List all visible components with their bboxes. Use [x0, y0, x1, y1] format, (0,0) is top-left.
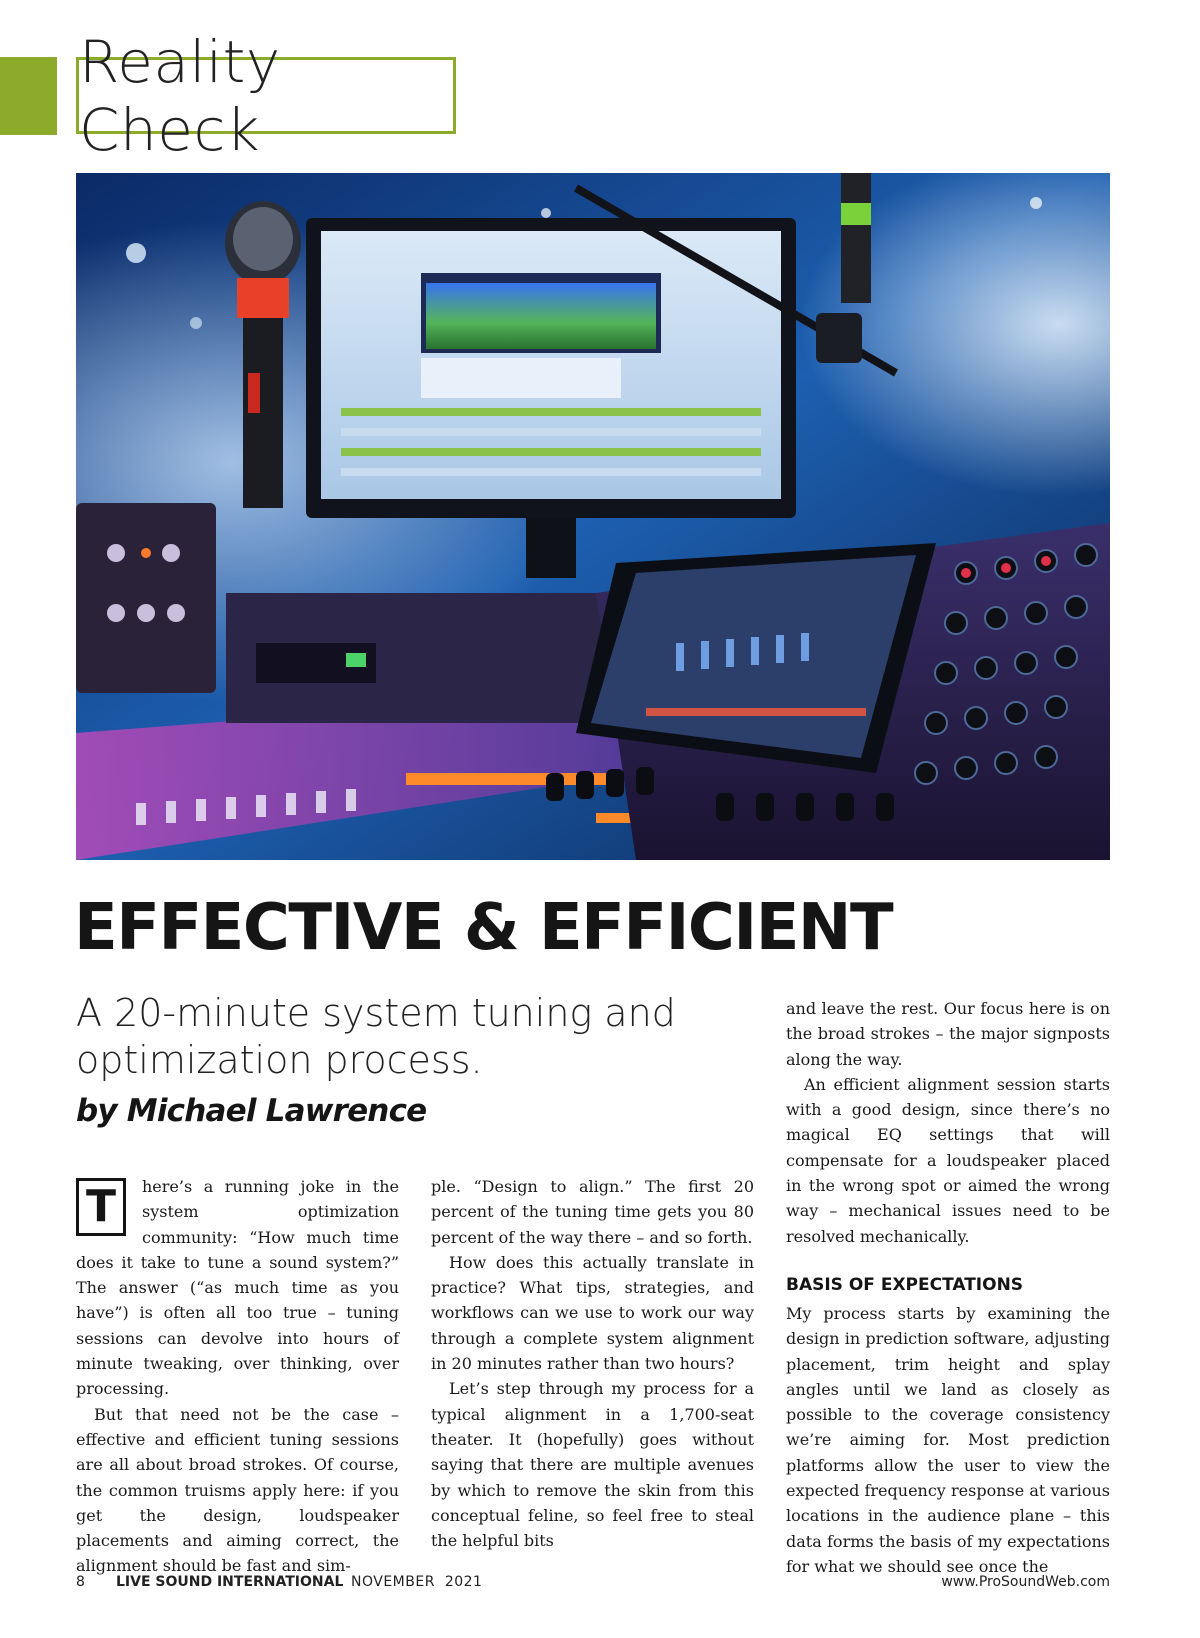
- section-label: Reality Check: [79, 27, 281, 164]
- section-accent-bar: [0, 57, 57, 135]
- issue-date: NOVEMBER 2021: [351, 1574, 483, 1590]
- article-column-3: [786, 996, 1110, 1579]
- article-paragraph: and leave the rest. Our focus here is on the broad strokes – the major signposts along the way.: [786, 999, 1110, 1069]
- article-byline: by Michael Lawrence: [76, 1093, 427, 1129]
- article-paragraph: An efficient alignment session starts with a good design, since there’s no magical EQ settings that will compensate for a loudspeaker placed in the wrong spot or aimed the wrong way – mechanical issues need to be resolved mechanically.: [786, 1074, 1110, 1246]
- article-paragraph: My process starts by examining the design in prediction software, adjusting placement, trim height and splay angles until we land as closely as possible to the coverage consistency we’re aiming for. Most prediction platforms allow the user to view the expected frequency response at various locations in the audience plane – this data forms the basis of my expectations for what we should see once the: [786, 1303, 1110, 1576]
- drop-cap: T: [76, 1178, 126, 1236]
- article-column-1: [76, 1174, 399, 1579]
- section-heading: BASIS OF EXPECTATIONS: [786, 1274, 1024, 1295]
- page-number: 8: [76, 1574, 85, 1590]
- website-url: www.ProSoundWeb.com: [941, 1574, 1110, 1590]
- article-paragraph: ple. “Design to align.” The first 20 percent of the tuning time gets you 80 percent of the way there – and so forth.: [431, 1177, 754, 1247]
- hero-photo-illustration: [76, 173, 1110, 860]
- hero-photo: [76, 173, 1110, 860]
- section-label-box: [76, 27, 456, 164]
- article-paragraph: But that need not be the case – effective and efficient tuning sessions are all about broad strokes. Of course, the common truisms apply here: if you get the design, loudspeaker placements and aiming correct, the alignment should be fast and sim-: [76, 1404, 399, 1576]
- article-paragraph: Let’s step through my process for a typical alignment in a 1,700-seat theater. It (hopefully) goes without saying that there are multiple avenues by which to remove the skin from this conceptual feline, so feel free to steal the helpful bits: [431, 1379, 754, 1551]
- article-headline: EFFECTIVE & EFFICIENT: [74, 891, 893, 965]
- article-column-2: [431, 1174, 754, 1553]
- article-paragraph: [76, 1174, 399, 1402]
- magazine-name: LIVE SOUND INTERNATIONAL: [116, 1574, 344, 1590]
- article-paragraph-text: here’s a running joke in the system optimization community: “How much time does it take to tune a sound system?” The answer (“as much time as you have”) is often all too true – tuning sessions can devolve into hours of minute tweaking, over thinking, over processing.: [76, 1177, 399, 1399]
- article-subhead: A 20-minute system tuning and optimization process.: [76, 991, 676, 1082]
- article-paragraph: How does this actually translate in practice? What tips, strategies, and workflows can we use to work our way through a complete system alignment in 20 minutes rather than two hours?: [431, 1252, 754, 1374]
